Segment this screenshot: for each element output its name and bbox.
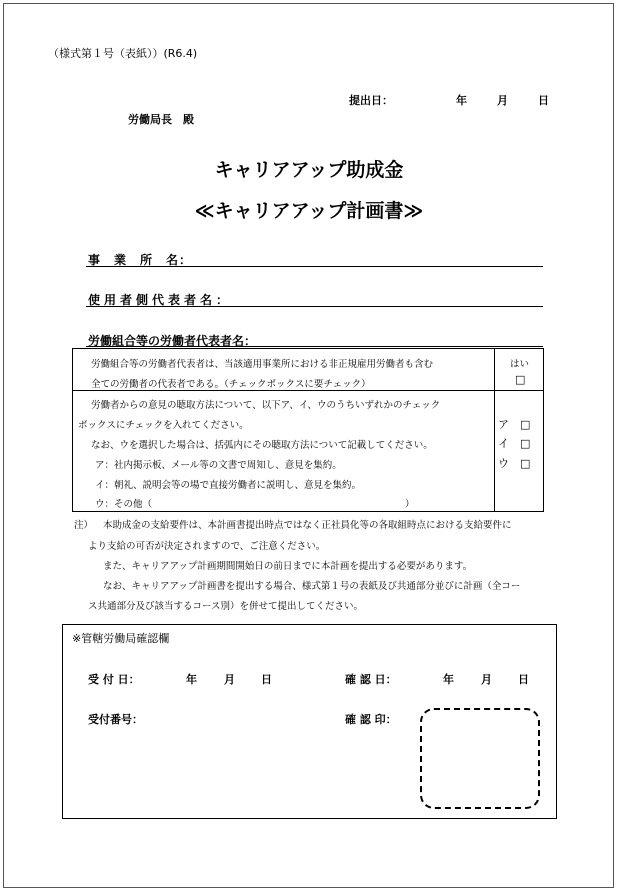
option-a-text: ア：社内掲示板、メール等の文書で周知し、意見を集約。: [95, 460, 342, 471]
seal-stamp-area: [420, 708, 540, 809]
received-year: 年: [186, 673, 197, 686]
option-i-text: イ：朝礼、説明会等の場で直接労働者に説明し、意見を集約。: [95, 480, 362, 491]
checkbox-u[interactable]: ウ □: [498, 457, 531, 470]
table-row-divider: [72, 390, 544, 391]
note-line-5: ス共通部分及び該当するコース別）を併せて提出してください。: [88, 601, 364, 612]
office-name-label: 事 業 所 名：: [88, 253, 193, 267]
submit-month: 月: [497, 94, 508, 107]
row2-text-2: ボックスにチェックを入れてください。: [78, 420, 249, 431]
submit-day: 日: [538, 94, 549, 107]
title-main: キャリアアップ助成金: [214, 159, 404, 181]
union-rep-line[interactable]: [86, 346, 543, 347]
confirm-day: 日: [518, 673, 529, 686]
option-u-text: ウ：その他（: [95, 499, 153, 510]
title-sub: ≪キャリアアップ計画書≫: [194, 200, 424, 222]
checkbox-i[interactable]: イ □: [498, 437, 531, 450]
employer-rep-label: 使用者側代表者名：: [88, 293, 233, 307]
form-code: （様式第１号（表紙））(R6.4): [48, 47, 198, 60]
note-line-1: 本助成金の支給要件は、本計画書提出時点ではなく正社員化等の各取組時点における支給要件に: [103, 520, 512, 531]
row1-text-1: 労働組合等の労働者代表者は、当該適用事業所における非正規雇用労働者も含む: [91, 359, 434, 370]
receipt-number-label: 受付番号：: [88, 713, 143, 726]
received-date-label: 受 付 日：: [88, 673, 140, 686]
confirm-year: 年: [443, 673, 454, 686]
checkbox-a[interactable]: ア □: [498, 418, 531, 431]
submit-year: 年: [456, 94, 467, 107]
note-line-3: また、キャリアアップ計画期間開始日の前日までに本計画を提出する必要があります。: [103, 561, 473, 572]
addressee: 労働局長 殿: [128, 113, 194, 126]
note-mark: 注）: [74, 520, 94, 531]
table-col-divider: [494, 348, 495, 512]
yes-checkbox[interactable]: □: [515, 373, 526, 386]
yes-label: はい: [510, 359, 530, 370]
confirm-date-label: 確 認 日：: [345, 673, 397, 686]
union-rep-label: 労働組合等の労働者代表者名：: [88, 334, 257, 348]
received-day: 日: [261, 673, 272, 686]
note-line-4: なお、キャリアアップ計画書を提出する場合、様式第１号の表紙及び共通部分並びに計画（全コー: [103, 581, 521, 592]
row2-text-3: なお、ウを選択した場合は、括弧内にその聴取方法について記載してください。: [91, 440, 433, 451]
confirm-seal-label: 確 認 印：: [345, 713, 397, 726]
row1-text-2: 全ての労働者の代表者である。（チェックボックスに要チェック）: [91, 379, 371, 390]
confirmation-title: ※管轄労働局確認欄: [72, 632, 170, 645]
note-line-2: より支給の可否が決定されますので、ご注意ください。: [88, 541, 326, 552]
received-month: 月: [224, 673, 235, 686]
option-u-close: ）: [405, 499, 415, 510]
employer-rep-line[interactable]: [86, 306, 543, 307]
office-name-line[interactable]: [86, 266, 543, 267]
row2-text-1: 労働者からの意見の聴取方法について、以下ア、イ、ウのうちいずれかのチェック: [91, 400, 441, 411]
confirm-month: 月: [481, 673, 492, 686]
submit-date-label: 提出日：: [349, 94, 393, 107]
